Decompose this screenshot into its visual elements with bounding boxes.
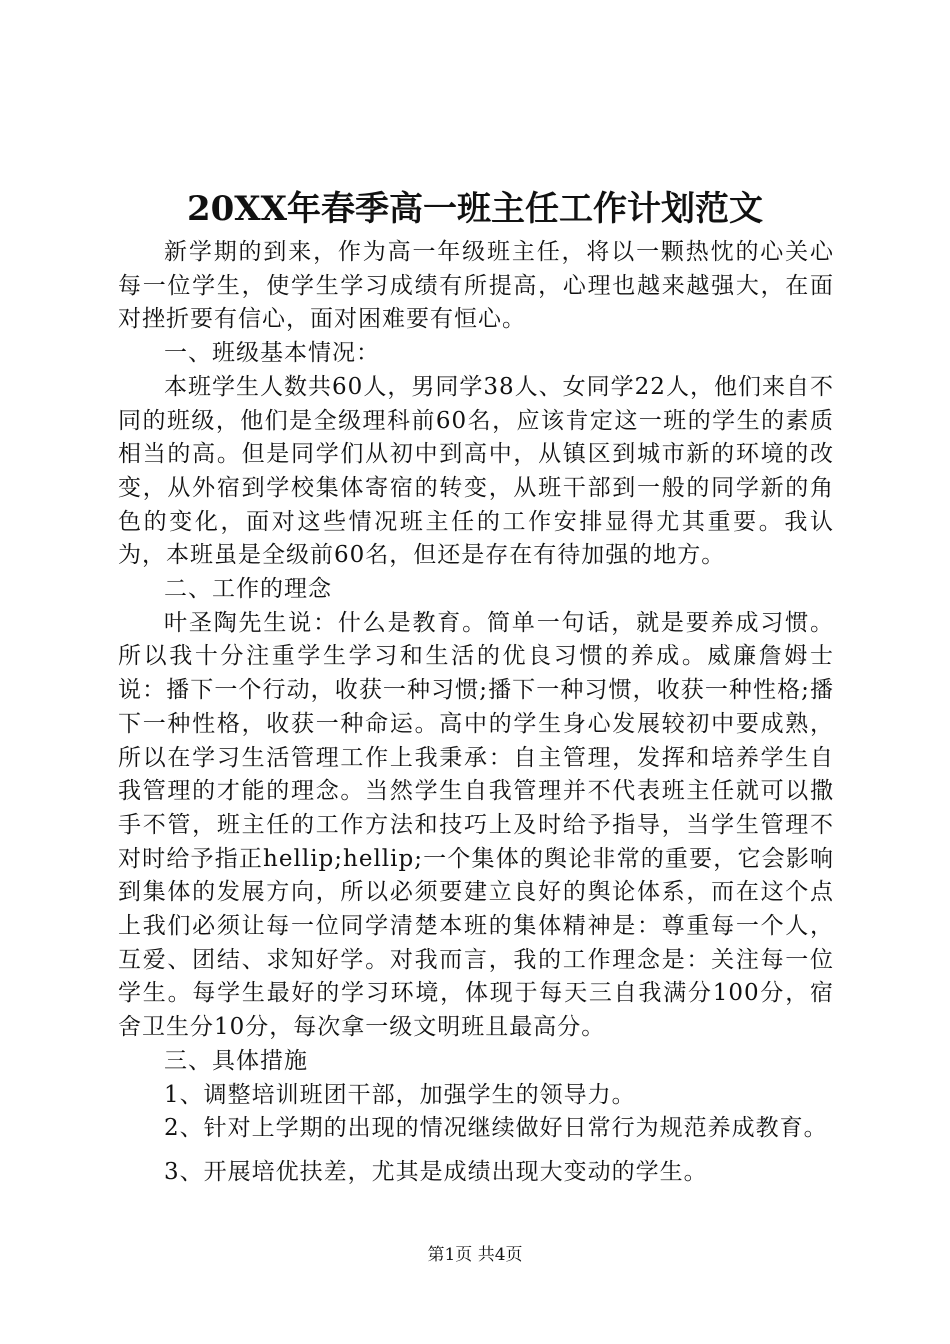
page-footer: 第1页 共4页 [427, 1245, 523, 1265]
measure-item-1: 1、调整培训班团干部，加强学生的领导力。 [164, 1081, 636, 1108]
work-philosophy-paragraph: 叶圣陶先生说：什么是教育。简单一句话，就是要养成习惯。所以我十分注重学生学习和生活的优良习惯的养成。威廉詹姆士说：播下一个行动，收获一种习惯;播下一种习惯，收获一种性格;播下一种性格，收获一种命运。高中的学生身心发展较初中要成熟，所以在学习生活管理工作上我秉承：自主管理，发挥和培养学生自我管理的才能的理念。当然学生自我管理并不代表班主任就可以撒手不管，班主任的工作方法和技巧上及时给予指导，当学生管理不对时给予指正hellip;hellip;一个集体的舆论非常的重要，它会影响到集体的发展方向，所以必须要建立良好的舆论体系，而在这个点上我们必须让每一位同学清楚本班的集体精神是：尊重每一个人，互爱、团结、求知好学。对我而言，我的工作理念是：关注每一位学生。每学生最好的学习环境，体现于每天三自我满分100分，宿舍卫生分10分，每次拿一级文明班且最高分。 [118, 609, 834, 1041]
measure-item-2: 2、针对上学期的出现的情况继续做好日常行为规范养成教育。 [164, 1115, 828, 1142]
document-title: 20XX年春季高一班主任工作计划范文 [186, 189, 764, 229]
section-heading-class-info: 一、班级基本情况： [164, 340, 380, 367]
intro-paragraph: 新学期的到来，作为高一年级班主任，将以一颗热忱的心关心每一位学生，使学生学习成绩有所提高，心理也越来越强大，在面对挫折要有信心，面对困难要有恒心。 [118, 239, 834, 333]
section-heading-measures: 三、具体措施 [164, 1047, 308, 1074]
class-info-paragraph: 本班学生人数共60人，男同学38人、女同学22人，他们来自不同的班级，他们是全级理科前60名，应该肯定这一班的学生的素质相当的高。但是同学们从初中到高中，从镇区到城市新的环境的改变，从外宿到学校集体寄宿的转变，从班干部到一般的同学新的角色的变化，面对这些情况班主任的工作安排显得尤其重要。我认为，本班虽是全级前60名，但还是存在有待加强的地方。 [118, 373, 834, 569]
section-heading-work-philosophy: 二、工作的理念 [164, 576, 332, 603]
measure-item-3: 3、开展培优扶差，尤其是成绩出现大变动的学生。 [164, 1158, 708, 1185]
document-body [118, 236, 834, 1190]
